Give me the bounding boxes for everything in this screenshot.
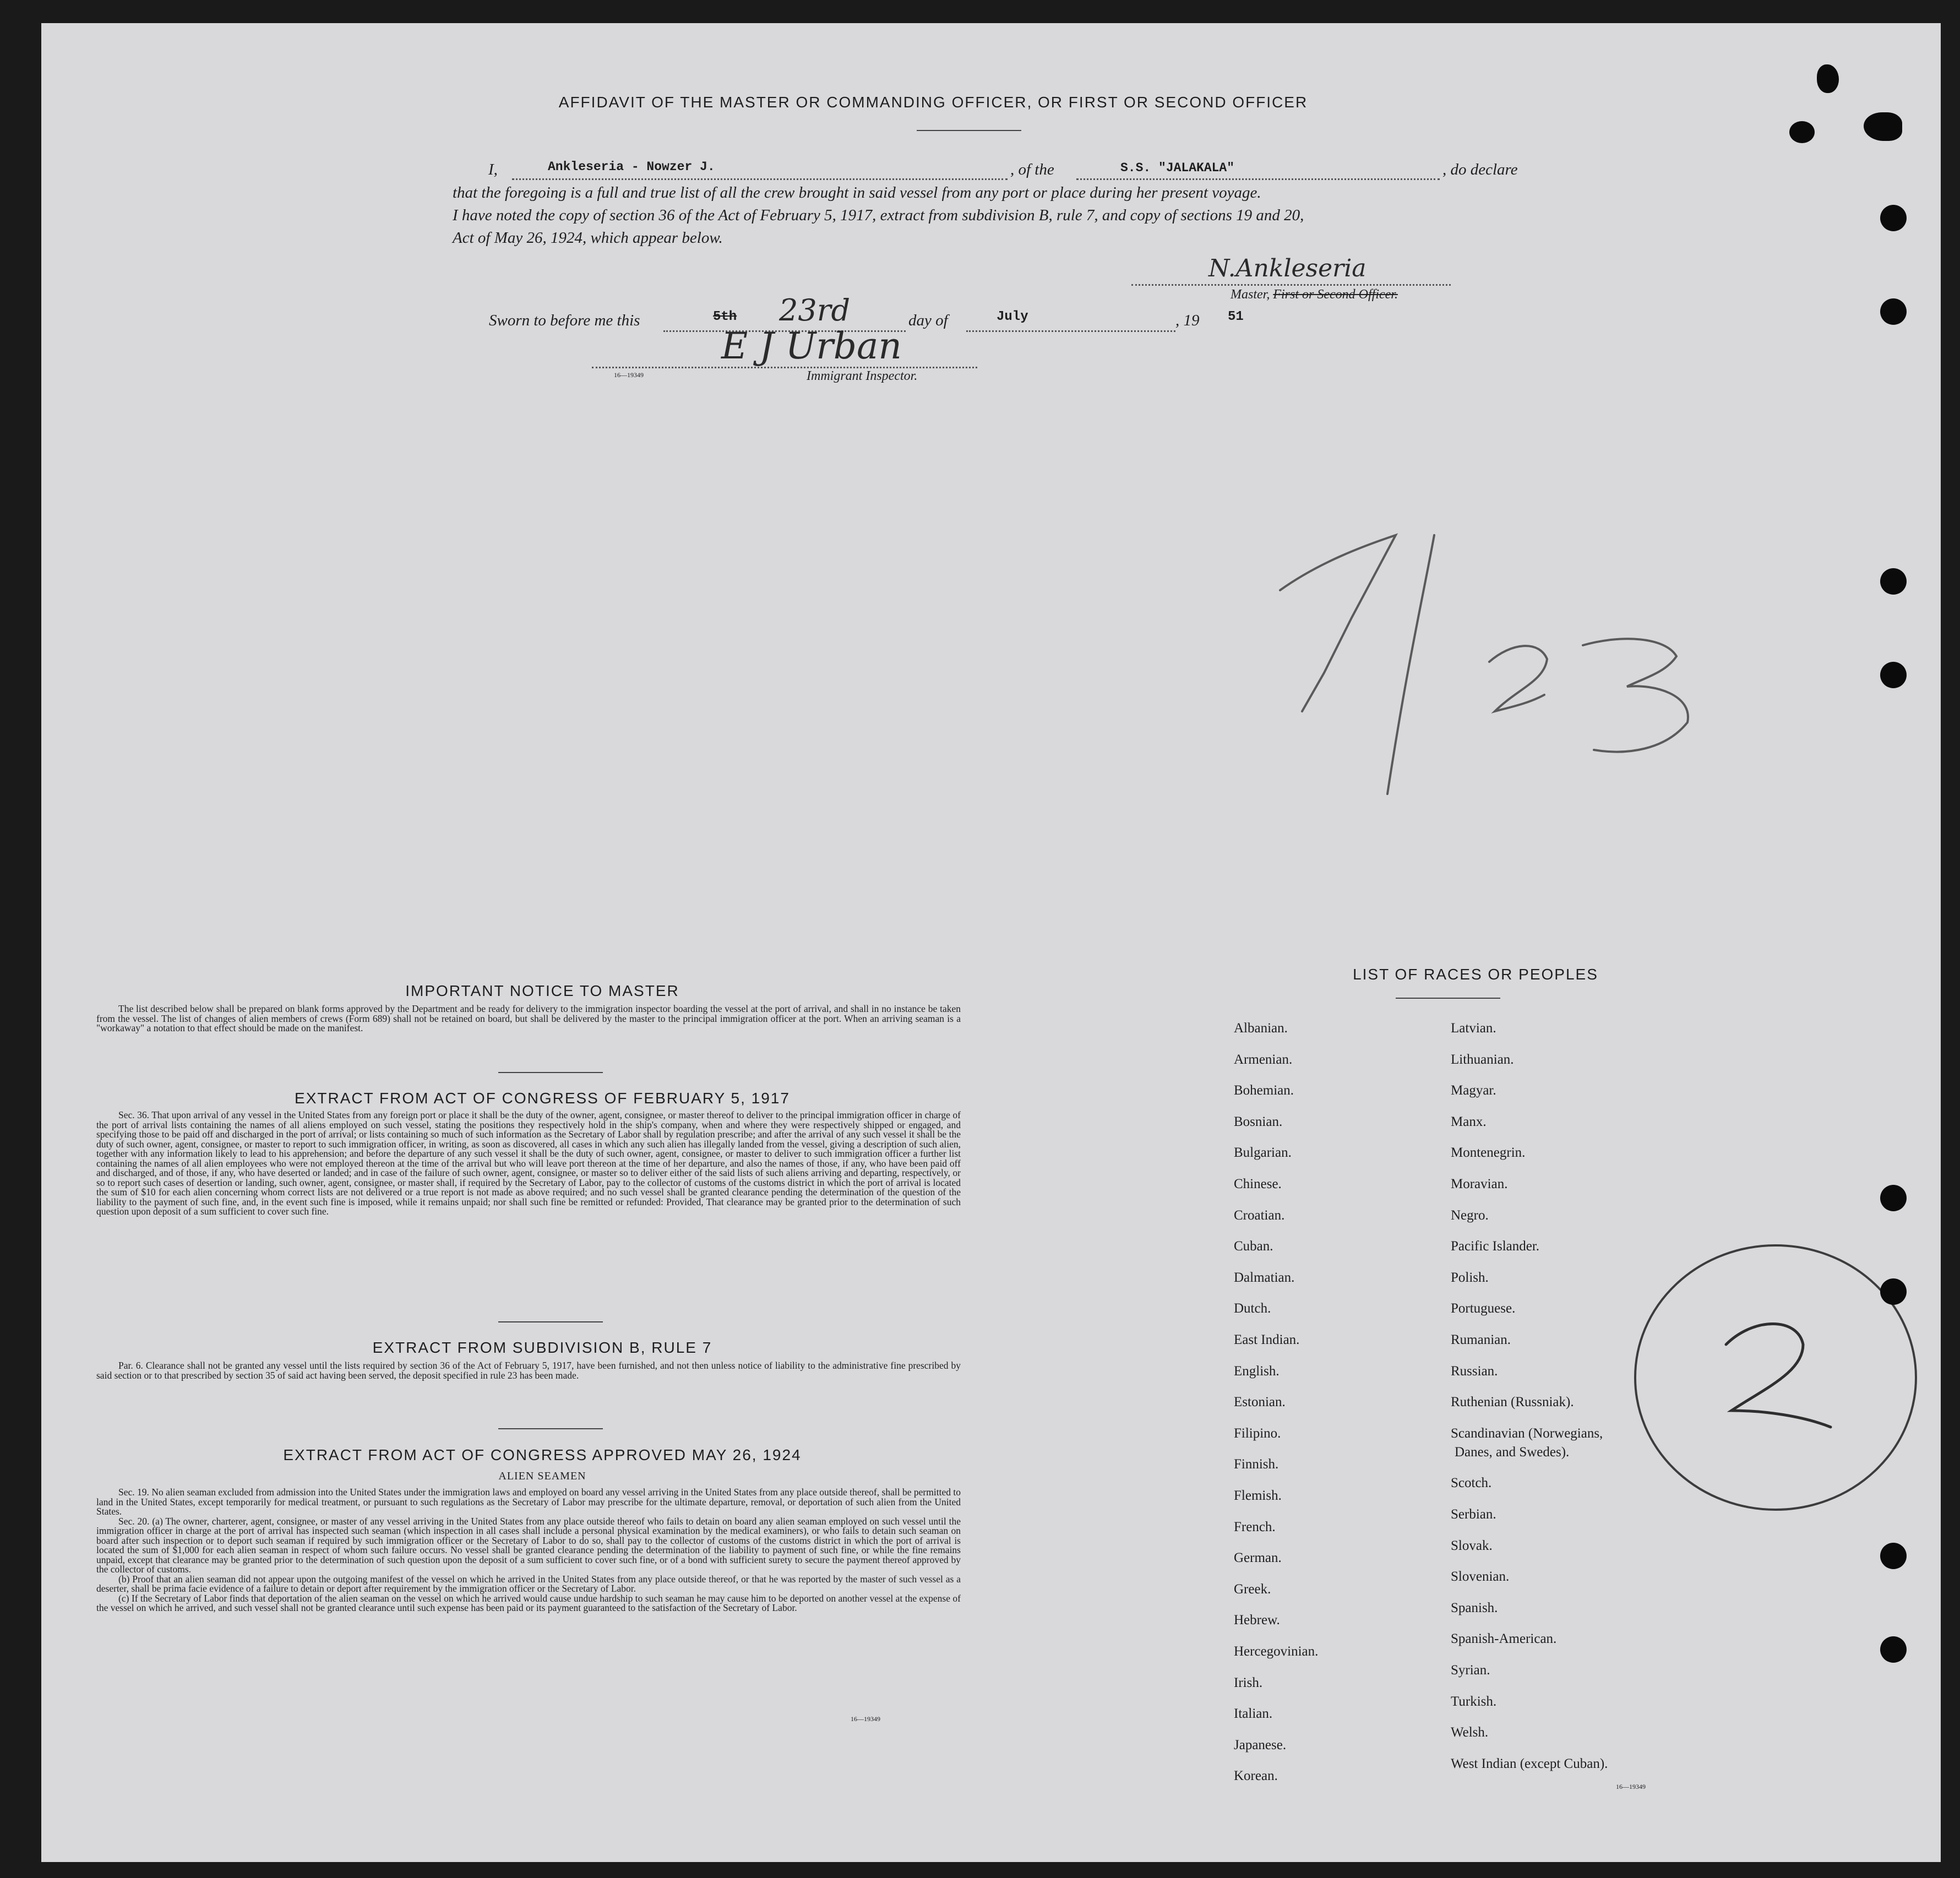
race-item: Polish.: [1451, 1270, 1489, 1285]
act-1924-title: EXTRACT FROM ACT OF CONGRESS APPROVED MAY 26, 1924: [283, 1446, 802, 1463]
of-the-label: , of the: [1010, 161, 1054, 178]
race-item: Dalmatian.: [1234, 1270, 1295, 1285]
race-item: Cuban.: [1234, 1239, 1273, 1254]
sec-19-paragraph: Sec. 19. No alien seaman excluded from admission into the United States under the immigration laws and employed on board any vessel arriving in the United States from any place outside thereof, shall be permitted to land in the United States, except temporarily for medical treatment, or pursuant to such regulations as the Secretary of Labor may prescribe for the ultimate departure, removal, or deportation of such alien from the United States.: [96, 1487, 961, 1517]
binder-hole: [1880, 1185, 1907, 1211]
notice-divider: [498, 1072, 603, 1073]
alien-seamen-subtitle: ALIEN SEAMEN: [498, 1470, 586, 1482]
race-item: Ruthenian (Russniak).: [1451, 1395, 1574, 1410]
inspector-label: Immigrant Inspector.: [807, 369, 918, 383]
affidavit-line-2: that the foregoing is a full and true list of all the crew brought in said vessel from any port or place during her present voyage.: [453, 184, 1261, 202]
race-item: Japanese.: [1234, 1737, 1287, 1752]
race-item: Syrian.: [1451, 1663, 1490, 1678]
race-item: Lithuanian.: [1451, 1052, 1514, 1067]
race-item: Croatian.: [1234, 1207, 1285, 1223]
race-item: Finnish.: [1234, 1457, 1279, 1472]
race-item: Latvian.: [1451, 1021, 1496, 1036]
affidavit-i: I,: [488, 161, 498, 178]
race-item: English.: [1234, 1363, 1280, 1379]
affidavit-line-3: I have noted the copy of section 36 of the Act of February 5, 1917, extract from subdivision B, rule 7, and copy of sections 19 and 20,: [453, 206, 1304, 224]
binder-hole: [1880, 568, 1907, 595]
race-item: Russian.: [1451, 1363, 1498, 1379]
race-item: Manx.: [1451, 1114, 1487, 1129]
year-prefix: , 19: [1175, 312, 1200, 329]
race-item: West Indian (except Cuban).: [1451, 1756, 1608, 1771]
race-item: Chinese.: [1234, 1177, 1282, 1191]
race-item: Magyar.: [1451, 1083, 1496, 1098]
master-signature: N.Ankleseria: [1208, 254, 1366, 282]
sec-20b-paragraph: (b) Proof that an alien seaman did not appear upon the outgoing manifest of the vessel on which he arrived in the United States from any place outside thereof, or that he was reported by the master of such vessel as a deserter, shall be prima facie evidence of a failure to detain or deport after requirement by the immigration officer or the Secretary of Labor.: [96, 1573, 961, 1594]
race-item: Pacific Islander.: [1451, 1239, 1540, 1254]
notice-title: IMPORTANT NOTICE TO MASTER: [405, 982, 679, 999]
binder-hole: [1880, 1636, 1907, 1663]
races-form-number: 16—19349: [1616, 1783, 1646, 1790]
sec-20c-paragraph: (c) If the Secretary of Labor finds that deportation of the alien seaman on the vessel on which he arrived would cause undue hardship to such seaman he may cause him to be deported on another vessel at the expense of the vessel on which he arrived, and such vessel shall not be granted clearance until such expense has been paid or its payment guaranteed to the satisfaction of the Secretary of Labor.: [96, 1592, 961, 1613]
race-item: East Indian.: [1234, 1332, 1300, 1347]
race-item: Italian.: [1234, 1706, 1273, 1722]
affidavit-title: AFFIDAVIT OF THE MASTER OR COMMANDING OFFICER, OR FIRST OR SECOND OFFICER: [558, 94, 1308, 111]
affidavit-line-4: Act of May 26, 1924, which appear below.: [453, 229, 723, 247]
officer-name: Ankleseria - Nowzer J.: [548, 160, 715, 174]
races-divider: [1396, 998, 1500, 999]
title-divider: [917, 130, 1021, 131]
master-label-row: [1231, 287, 1398, 302]
inspector-dotted-line: [592, 367, 977, 368]
races-title: LIST OF RACES OR PEOPLES: [1353, 966, 1598, 983]
binder-hole: [1880, 662, 1907, 688]
race-item: Estonian.: [1234, 1395, 1286, 1410]
race-item: Irish.: [1234, 1675, 1263, 1690]
sworn-year: 51: [1228, 309, 1244, 324]
race-item: French.: [1234, 1519, 1276, 1534]
race-item: Bulgarian.: [1234, 1145, 1292, 1161]
vessel-name: S.S. "JALAKALA": [1120, 161, 1235, 175]
binder-hole: [1880, 1278, 1907, 1305]
binder-hole: [1789, 121, 1815, 143]
notice-paragraph: The list described below shall be prepared on blank forms approved by the Department and be ready for delivery to the immigration inspector boarding the vessel at the port of arrival, and shall in no instance be taken from the vessel. The list of changes of alien members of crews (Form 689) shall not be retained on board, but shall be delivered by the master to the principal immigration officer at the port. When an arriving seaman is a "workaway" a notation to that effect should be made on the manifest.: [96, 1003, 961, 1033]
race-item: Albanian.: [1234, 1021, 1288, 1036]
race-item: Negro.: [1451, 1207, 1489, 1223]
sworn-month: July: [997, 309, 1028, 324]
vessel-dotted-line: [1076, 178, 1440, 180]
race-item: Greek.: [1234, 1581, 1271, 1597]
notice-text: [96, 1004, 961, 1033]
race-item: Turkish.: [1451, 1694, 1497, 1709]
do-declare-label: , do declare: [1442, 161, 1518, 178]
race-item: Serbian.: [1451, 1507, 1496, 1522]
sworn-struck-day: 5th: [713, 309, 737, 324]
race-item: Welsh.: [1451, 1725, 1489, 1740]
act-1917-text: [96, 1111, 961, 1217]
day-of-label: day of: [908, 312, 948, 329]
race-item: Bohemian.: [1234, 1083, 1294, 1098]
handwritten-date: [1269, 530, 1765, 805]
race-item: Bosnian.: [1234, 1114, 1283, 1129]
par-6-paragraph: Par. 6. Clearance shall not be granted any vessel until the lists required by section 36 of the Act of February 5, 1917, have been furnished, and not then unless notice of liability to the administrative fine prescribed by said section or to that prescribed by section 35 of said act having been served, the deposit specified in rule 23 has been made.: [96, 1360, 961, 1381]
race-item: Korean.: [1234, 1768, 1278, 1784]
inspector-signature: E J Urban: [721, 325, 902, 367]
master-struck-text: First or Second Officer.: [1273, 287, 1398, 302]
affidavit-form-number: 16—19349: [614, 371, 644, 379]
circled-number-2: [1621, 1229, 1930, 1526]
sec-36-paragraph: Sec. 36. That upon arrival of any vessel in the United States from any foreign port or place it shall be the duty of the owner, agent, consignee, or master thereof to deliver to the principal immigration officer in charge of the port of arrival lists containing the names of all aliens employed on such vessel, stating the positions they respectively hold in the ship's company, when and where they were respectively shipped or engaged, and specifying those to be paid off and discharged in the port of arrival; or lists containing so much of such information as the Secretary of Labor shall by regulation prescribe; and after the arrival of any such vessel it shall be the duty of such owner, agent, consignee, or master to report to such immigration officer, in writing, as soon as discovered, all cases in which any such alien has illegally landed from the vessel, giving a description of such alien, together with any information likely to lead to his apprehension; and before the departure of any such vessel it shall be the duty of such owner, agent, consignee, or master to deliver to such immigration officer a further list containing the names of all alien employees who were not employed thereon at the time of the arrival but who will leave port thereon at the time of her departure, and also the names of those, if any, who have been paid off and discharged, and of those, if any, who have deserted or landed; and in case of the failure of such owner, agent, consignee, or master so to deliver either of the said lists of such aliens arriving and departing, respectively, or so to report such cases of desertion or landing, such owner, agent, consignee, or master shall, if required by the Secretary of Labor, pay to the collector of customs of the customs district in which the port of arrival is located the sum of $10 for each alien concerning whom correct lists are not delivered or a true report is not made as above required; and no such vessel shall be granted clearance pending the determination of the question of the liability to the payment of such fine, and, in the event such fine is imposed, while it remains unpaid; nor shall such fine be remitted or refunded: Provided, That clearance may be granted prior to the determination of such question upon deposit of a sum sufficient to cover such fine.: [96, 1109, 961, 1217]
race-item: Montenegrin.: [1451, 1145, 1526, 1161]
act-1924-text: [96, 1488, 961, 1613]
race-item: Flemish.: [1234, 1488, 1282, 1503]
binder-hole: [1817, 64, 1839, 93]
race-item: Moravian.: [1451, 1177, 1508, 1191]
document-sheet: [41, 23, 1941, 1862]
rule-7-text: [96, 1361, 961, 1380]
sworn-label: Sworn to before me this: [489, 312, 640, 329]
race-item: Portuguese.: [1451, 1301, 1516, 1316]
race-item: Filipino.: [1234, 1425, 1281, 1441]
race-item: Dutch.: [1234, 1301, 1271, 1316]
signature-dotted-line: [1131, 284, 1451, 286]
binder-hole: [1880, 298, 1907, 325]
act-1917-title: EXTRACT FROM ACT OF CONGRESS OF FEBRUARY 5, 1917: [295, 1090, 790, 1107]
race-item: Hebrew.: [1234, 1613, 1280, 1628]
rule-7-divider: [498, 1428, 603, 1429]
binder-hole: [1880, 1543, 1907, 1569]
rule-7-title: EXTRACT FROM SUBDIVISION B, RULE 7: [372, 1339, 712, 1356]
race-item: Slovenian.: [1451, 1569, 1510, 1585]
race-item: Scotch.: [1451, 1476, 1492, 1491]
sworn-day: 23rd: [779, 293, 851, 328]
binder-hole: [1880, 205, 1907, 231]
race-item: Hercegovinian.: [1234, 1644, 1319, 1659]
race-item: Danes, and Swedes).: [1455, 1444, 1570, 1460]
act-1917-divider: [498, 1321, 603, 1322]
name-dotted-line: [512, 178, 1008, 180]
act-form-number: 16—19349: [851, 1715, 880, 1723]
race-item: Spanish-American.: [1451, 1631, 1557, 1647]
race-item: Spanish.: [1451, 1600, 1498, 1615]
sec-20a-paragraph: Sec. 20. (a) The owner, charterer, agent, consignee, or master of any vessel arriving in the United States from any place outside thereof who fails to detain on board any alien seaman employed on such vessel until the immigration officer in charge at the port of arrival has inspected such seaman (which inspection in all cases shall include a personal physical examination by the medical examiners), or who fails to detain such seaman on board after such inspection or to deport such seaman if required by such immigration officer or the Secretary of Labor to do so, shall pay to the collector of customs of the customs district in which the port of arrival is located the sum of $1,000 for each alien seaman in respect of whom such failure occurs. No vessel shall be granted clearance pending the determination of the liability to payment of such fine, or while the fine remains unpaid, except that clearance may be granted prior to the determination of such question upon the deposit of a sum sufficient to cover such fine, or of a bond with sufficient surety to secure the payment thereof approved by the collector of customs.: [96, 1515, 961, 1575]
race-item: Armenian.: [1234, 1052, 1293, 1067]
binder-hole: [1864, 112, 1902, 141]
race-item: Rumanian.: [1451, 1332, 1511, 1347]
month-dotted-line: [966, 330, 1175, 332]
race-item: German.: [1234, 1550, 1282, 1566]
master-label: Master,: [1231, 287, 1270, 302]
race-item: Scandinavian (Norwegians,: [1451, 1425, 1603, 1441]
race-item: Slovak.: [1451, 1538, 1493, 1553]
